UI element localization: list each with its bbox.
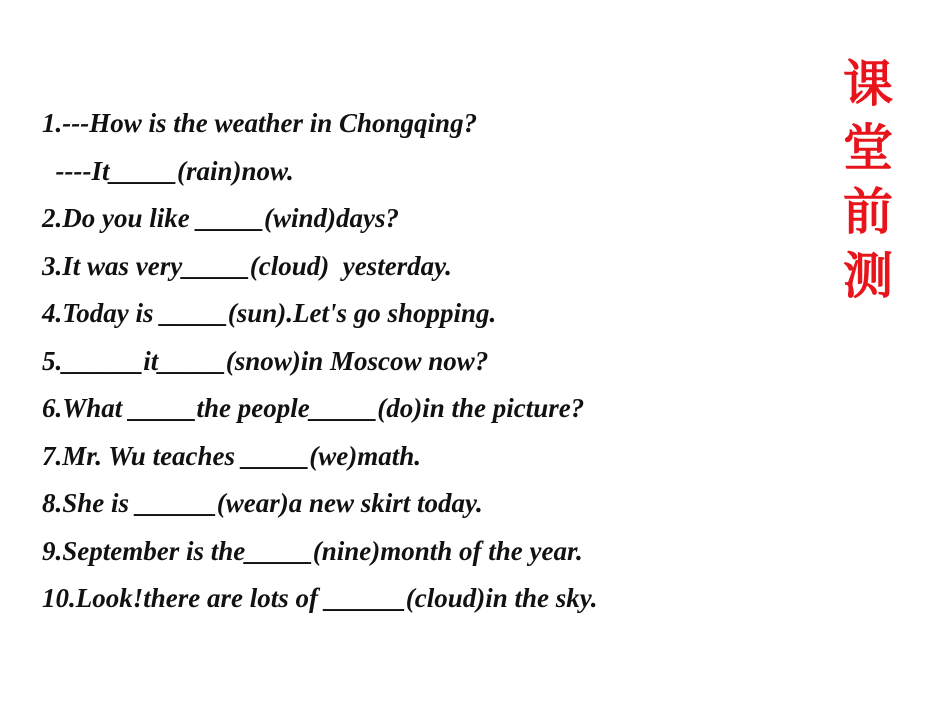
exercise-question-4: 4.Today is _____(sun).Let's go shopping. — [42, 298, 497, 328]
exercise-question-10: 10.Look!there are lots of ______(cloud)in the sky. — [42, 583, 598, 613]
exercise-question-7: 7.Mr. Wu teaches _____(we)math. — [42, 440, 422, 471]
exercise-question-1: 1.---How is the weather in Chongqing? — [42, 108, 478, 138]
exercise-question-2: 2.Do you like _____(wind)days? — [42, 203, 399, 233]
title-char-1: 课 — [843, 55, 893, 113]
vertical-title — [838, 52, 898, 308]
exercise-question-3: 3.It was very_____(cloud) yesterday. — [42, 250, 452, 281]
exercise-question-5: 5.______it_____(snow)in Moscow now? — [42, 345, 489, 376]
exercise-question-6: 6.What _____the people_____(do)in the picture? — [42, 393, 585, 423]
exercise-question-8: 8.She is ______(wear)a new skirt today. — [42, 488, 483, 518]
title-char-3: 前 — [843, 183, 893, 241]
title-char-2: 堂 — [843, 119, 893, 177]
exercise-list — [42, 100, 802, 623]
title-char-4: 测 — [843, 247, 893, 305]
exercise-answer-line-1: ----It_____(rain)now. — [42, 155, 294, 186]
exercise-question-9: 9.September is the_____(nine)month of the year. — [42, 535, 583, 566]
